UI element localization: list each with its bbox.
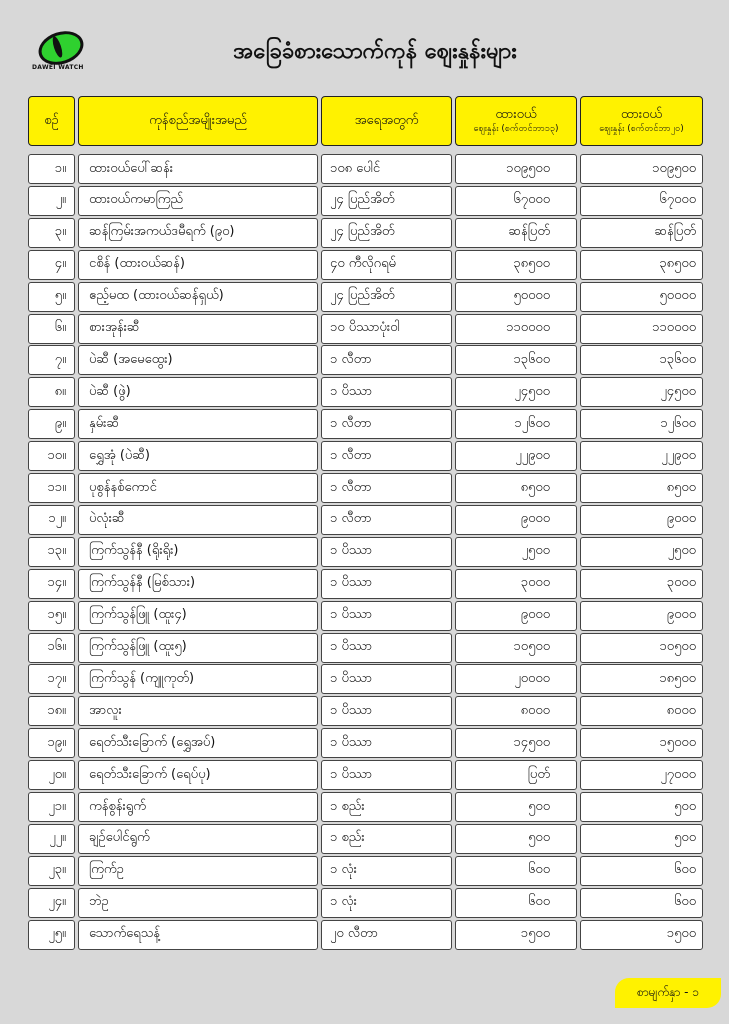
price-sep13: ၆၀၀: [455, 888, 577, 918]
price-sep20: ၃၈၅၀၀: [580, 250, 703, 280]
item-unit: ၁ လီတာ: [321, 505, 452, 535]
item-name: ဘဲဥ: [78, 888, 318, 918]
row-number: ၂၂။: [28, 824, 75, 854]
table-row: [0, 218, 729, 248]
price-sep13: ၂၄၅၀၀: [455, 377, 577, 407]
item-name: ထားဝယ်ပေါ်ဆန်း: [78, 154, 318, 184]
price-sep20: ၂၇၀၀၀: [580, 760, 703, 790]
price-sep13: ၁၅၀၀: [455, 920, 577, 950]
item-name: ရွှေအုံ (ပဲဆီ): [78, 441, 318, 471]
table-row: [0, 473, 729, 503]
price-sep20: ၈၀၀၀: [580, 696, 703, 726]
header-no: [28, 96, 75, 146]
price-sep13: ဆန်ပြတ်: [455, 218, 577, 248]
header-price-sep20: [580, 96, 703, 146]
header-name: [78, 96, 318, 146]
price-sep20: ၉၀၀၀: [580, 505, 703, 535]
item-unit: ၁ ပိဿာ: [321, 537, 452, 567]
price-sep13: ၂၀၀၀၀: [455, 664, 577, 694]
item-name: ဆန်ကြမ်းအကယ်ဒမီရက် (၉၀): [78, 218, 318, 248]
price-sep20: ၁၈၅၀၀: [580, 664, 703, 694]
price-sep20: ၂၅၀၀: [580, 537, 703, 567]
item-name: ချဉ်ပေါင်ရွက်: [78, 824, 318, 854]
row-number: ၁၆။: [28, 633, 75, 663]
table-row: [0, 920, 729, 950]
table-row: [0, 314, 729, 344]
price-sep13: ၈၀၀၀: [455, 696, 577, 726]
page-number: စာမျက်နှာ - ၁: [615, 978, 721, 1008]
price-sep13: ၂၂၉၀၀: [455, 441, 577, 471]
header-unit-label: အရေအတွက်: [354, 112, 419, 128]
item-unit: ၁ စည်း: [321, 824, 452, 854]
item-unit: ၁ ပိဿာ: [321, 728, 452, 758]
table-row: [0, 282, 729, 312]
row-number: ၂၅။: [28, 920, 75, 950]
price-sep20: ၆၀၀: [580, 888, 703, 918]
table-row: [0, 888, 729, 918]
price-sep20: ၉၀၀၀: [580, 601, 703, 631]
item-name: ပဲဆီ (အမေထွေး): [78, 345, 318, 375]
item-name: ကြက်သွန်နီ (မြစ်သား): [78, 569, 318, 599]
price-sep13: ၁၄၅၀၀: [455, 728, 577, 758]
item-unit: ၁ ပိဿာ: [321, 601, 452, 631]
table-row: [0, 760, 729, 790]
header-unit: [321, 96, 452, 146]
price-sep20: ၂၄၅၀၀: [580, 377, 703, 407]
item-name: ပဲလုံးဆီ: [78, 505, 318, 535]
price-sep20: ဆန်ပြတ်: [580, 218, 703, 248]
item-name: ကြက်သွန်ဖြူ (ထူး၅): [78, 633, 318, 663]
item-unit: ၁ လီတာ: [321, 441, 452, 471]
row-number: ၁၈။: [28, 696, 75, 726]
header-price-sep20-sub: ဈေးနှုန်း (စက်တင်ဘာ၂၀): [599, 123, 684, 134]
row-number: ၁၃။: [28, 537, 75, 567]
row-number: ၂၄။: [28, 888, 75, 918]
table-row: [0, 633, 729, 663]
price-sep13: ၁၁၀၀၀၀: [455, 314, 577, 344]
item-unit: ၂၄ ပြည်အိတ်: [321, 218, 452, 248]
dawei-watch-logo: [30, 28, 90, 76]
item-name: ဧည့်မထ (ထားဝယ်ဆန်ရှယ်): [78, 282, 318, 312]
table-row: [0, 154, 729, 184]
item-name: သောက်ရေသန့်: [78, 920, 318, 950]
table-row: [0, 250, 729, 280]
item-unit: ၁ ပိဿာ: [321, 569, 452, 599]
item-unit: ၂၄ ပြည်အိတ်: [321, 186, 452, 216]
price-sep13: ပြတ်: [455, 760, 577, 790]
item-name: နှမ်းဆီ: [78, 409, 318, 439]
price-sep20: ၁၂၆၀၀: [580, 409, 703, 439]
price-sep13: ၈၅၀၀: [455, 473, 577, 503]
price-sep13: ၁၀၉၅၀၀: [455, 154, 577, 184]
price-sep13: ၁၃၆၀၀: [455, 345, 577, 375]
item-unit: ၁ လုံး: [321, 856, 452, 886]
price-sep20: ၃၀၀၀: [580, 569, 703, 599]
item-unit: ၂၄ ပြည်အိတ်: [321, 282, 452, 312]
header-name-label: ကုန်စည်အမျိုးအမည်: [149, 112, 247, 128]
price-sep20: ၅၀၀၀၀: [580, 282, 703, 312]
table-row: [0, 856, 729, 886]
table-row: [0, 441, 729, 471]
row-number: ၁၄။: [28, 569, 75, 599]
price-sep20: ၈၅၀၀: [580, 473, 703, 503]
price-sep13: ၂၅၀၀: [455, 537, 577, 567]
header-no-label: စဉ်: [44, 112, 59, 128]
row-number: ၆။: [28, 314, 75, 344]
price-sep13: ၆၀၀: [455, 856, 577, 886]
item-name: ရေတ်သီးခြောက် (ရွှေအပ်): [78, 728, 318, 758]
item-unit: ၁ ပိဿာ: [321, 377, 452, 407]
item-name: ကြက်ဥ: [78, 856, 318, 886]
row-number: ၉။: [28, 409, 75, 439]
header-price-sep13-main: ထားဝယ်: [495, 107, 537, 123]
table-row: [0, 728, 729, 758]
item-unit: ၁ လီတာ: [321, 345, 452, 375]
price-sep20: ၁၁၀၀၀၀: [580, 314, 703, 344]
page-title: အခြေခံစားသောက်ကုန် ဈေးနှုန်းများ: [233, 39, 517, 64]
row-number: ၁၉။: [28, 728, 75, 758]
row-number: ၅။: [28, 282, 75, 312]
row-number: ၁၅။: [28, 601, 75, 631]
item-unit: ၁ လုံး: [321, 888, 452, 918]
item-unit: ၁ လီတာ: [321, 473, 452, 503]
header-price-sep13: [455, 96, 577, 146]
row-number: ၄။: [28, 250, 75, 280]
table-row: [0, 186, 729, 216]
price-sep20: ၁၅၀၀၀: [580, 728, 703, 758]
price-sep13: ၆၇၀၀၀: [455, 186, 577, 216]
item-name: ရေတ်သီးခြောက် (ရေပ်ပု): [78, 760, 318, 790]
logo-text: DAWEI WATCH: [32, 64, 84, 71]
item-unit: ၁ ပိဿာ: [321, 696, 452, 726]
item-unit: ၁ ပိဿာ: [321, 760, 452, 790]
item-name: ကန်စွန်းရွက်: [78, 792, 318, 822]
price-sep13: ၃၀၀၀: [455, 569, 577, 599]
price-sep20: ၅၀၀: [580, 792, 703, 822]
price-sep13: ၅၀၀၀၀: [455, 282, 577, 312]
price-sep20: ၁၀၅၀၀: [580, 633, 703, 663]
item-name: ငစိန် (ထားဝယ်ဆန်): [78, 250, 318, 280]
item-name: ထားဝယ်ကမာကြည်: [78, 186, 318, 216]
row-number: ၂၃။: [28, 856, 75, 886]
row-number: ၂။: [28, 186, 75, 216]
row-number: ၁။: [28, 154, 75, 184]
table-row: [0, 696, 729, 726]
price-sep20: ၆၇၀၀၀: [580, 186, 703, 216]
item-name: ကြက်သွန်နီ (ရိုးရိုး): [78, 537, 318, 567]
price-sep13: ၉၀၀၀: [455, 601, 577, 631]
table-row: [0, 664, 729, 694]
price-sep20: ၁၅၀၀: [580, 920, 703, 950]
row-number: ၇။: [28, 345, 75, 375]
item-unit: ၂၀ လီတာ: [321, 920, 452, 950]
row-number: ၃။: [28, 218, 75, 248]
item-name: ပုစွန်နစ်ကောင်: [78, 473, 318, 503]
table-row: [0, 792, 729, 822]
price-sep13: ၁၂၆၀၀: [455, 409, 577, 439]
table-row: [0, 505, 729, 535]
header-price-sep13-sub: ဈေးနှုန်း (စက်တင်ဘာ၁၃): [473, 123, 559, 134]
price-sep13: ၉၀၀၀: [455, 505, 577, 535]
row-number: ၂၁။: [28, 792, 75, 822]
price-sep13: ၅၀၀: [455, 824, 577, 854]
item-unit: ၄၀ ကီလိုဂရမ်: [321, 250, 452, 280]
item-unit: ၁ လီတာ: [321, 409, 452, 439]
item-name: စားအုန်းဆီ: [78, 314, 318, 344]
price-sep20: ၆၀၀: [580, 856, 703, 886]
table-row: [0, 537, 729, 567]
item-unit: ၁ စည်း: [321, 792, 452, 822]
price-sep13: ၃၈၅၀၀: [455, 250, 577, 280]
table-row: [0, 377, 729, 407]
table-row: [0, 569, 729, 599]
price-sep20: ၁၀၉၅၀၀: [580, 154, 703, 184]
item-name: ကြက်သွန် (ကျူကုတ်): [78, 664, 318, 694]
item-name: ကြက်သွန်ဖြူ (ထူး၄): [78, 601, 318, 631]
price-sep20: ၂၂၉၀၀: [580, 441, 703, 471]
table-row: [0, 601, 729, 631]
price-sep13: ၁၀၅၀၀: [455, 633, 577, 663]
row-number: ၁၂။: [28, 505, 75, 535]
price-sep20: ၅၀၀: [580, 824, 703, 854]
price-sep20: ၁၃၆၀၀: [580, 345, 703, 375]
row-number: ၁၇။: [28, 664, 75, 694]
item-unit: ၁ ပိဿာ: [321, 633, 452, 663]
item-unit: ၁၀ ပိဿာပုံးဝါ: [321, 314, 452, 344]
table-row: [0, 824, 729, 854]
row-number: ၂၀။: [28, 760, 75, 790]
table-row: [0, 345, 729, 375]
item-name: အာလူး: [78, 696, 318, 726]
price-sep13: ၅၀၀: [455, 792, 577, 822]
item-name: ပဲဆီ (ဖွဲ): [78, 377, 318, 407]
item-unit: ၁၀၈ ပေါင်: [321, 154, 452, 184]
item-unit: ၁ ပိဿာ: [321, 664, 452, 694]
table-row: [0, 409, 729, 439]
row-number: ၁၀။: [28, 441, 75, 471]
row-number: ၁၁။: [28, 473, 75, 503]
row-number: ၈။: [28, 377, 75, 407]
header-price-sep20-main: ထားဝယ်: [620, 107, 663, 123]
